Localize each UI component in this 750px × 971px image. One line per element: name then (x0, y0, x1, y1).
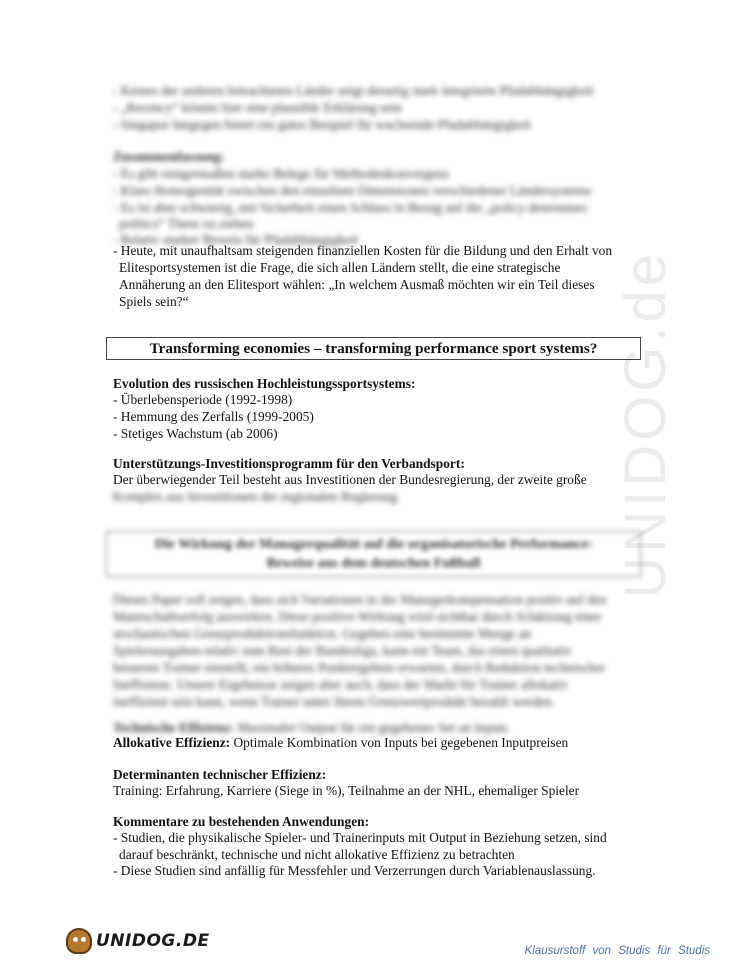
blurred-paragraph-line-1: Dieses Paper soll zeigen, dass sich Variationen in der Managerkompensation positiv auf den (113, 592, 607, 607)
russian-system-item-1: - Überlebensperiode (1992-1998) (113, 392, 293, 407)
summary-item-5-cont-3: Spiels sein?“ (119, 294, 189, 309)
blurred-paragraph-line-3: stochastischen Grenzproduktionsfunktion. Gegeben eine bestimmte Menge an (113, 626, 532, 641)
summary-item-5-cont-2: Annäherung an den Elitesport wählen: „In welchem Ausmaß möchten wir ein Teil dieses (119, 277, 595, 292)
comment-item-1-cont: darauf beschränkt, technische und nicht allokative Effizienz zu betrachten (119, 847, 515, 862)
unidog-logo[interactable] (66, 928, 210, 954)
russian-system-item-2: - Hemmung des Zerfalls (1999-2005) (113, 409, 314, 424)
blurred-bullet-1: - Keines der anderen betrachteten Länder zeigt derartig stark integrierte Pfadabhängigkeit (113, 83, 594, 98)
investment-text-blurred: Komplex aus Investitionen der regionalen Regierung. (113, 489, 401, 504)
blurred-title-box (106, 531, 641, 577)
allocative-efficiency-label: Allokative Effizienz: (113, 735, 231, 750)
footer-tagline: Klausurstoff von Studis für Studis (524, 945, 710, 957)
comments-heading: Kommentare zu bestehenden Anwendungen: (113, 814, 370, 829)
dog-mascot-icon (66, 928, 92, 954)
logo-text: UNIDOG.DE (96, 931, 210, 951)
technical-efficiency-text: Maximaler Output für ein gegebenes Set an Inputs (237, 720, 508, 735)
blurred-paragraph-line-2: Mannschaftserfolg auswirken. Diese positive Wirkung wird sichtbar durch Schätzung einer (113, 609, 602, 624)
investment-text: Der überwiegender Teil besteht aus Investitionen der Bundesregierung, der zweite große (113, 472, 587, 487)
summary-heading: Zusammenfassung: (113, 149, 225, 164)
watermark-text: UNIDOG.de (613, 250, 678, 599)
investment-heading: Unterstützungs-Investitionsprogramm für den Verbandsport: (113, 456, 465, 471)
summary-item-5-cont-1: Elitesportsystemen ist die Frage, die sich allen Ländern stellt, die eine strategische (119, 260, 561, 275)
comment-item-2: - Diese Studien sind anfällig für Messfehler und Verzerrungen durch Variablenauslassung. (113, 863, 596, 878)
allocative-efficiency-text: Optimale Kombination von Inputs bei gegebenen Inputpreisen (233, 735, 569, 750)
russian-system-heading: Evolution des russischen Hochleistungssportsystems: (113, 376, 416, 391)
blurred-bullet-3: - Singapur hingegen bietet ein gutes Beispiel für wachsende Pfadabhängigkeit (113, 117, 532, 132)
comment-item-1: - Studien, die physikalische Spieler- und Trainerinputs mit Output in Beziehung setzen, sind (113, 830, 607, 845)
section-title-box: Transforming economies – transforming performance sport systems? (106, 337, 641, 360)
summary-item-3-cont: politics“ These zu ziehen (119, 216, 254, 231)
summary-item-5: - Heute, mit unaufhaltsam steigenden finanziellen Kosten für die Bildung und den Erhalt von (113, 243, 613, 258)
summary-item-4: - Relativ starker Beweis für Pfadabhängigkeit (113, 232, 359, 247)
determinants-text: Training: Erfahrung, Karriere (Siege in %), Teilnahme an der NHL, ehemaliger Spieler (113, 783, 580, 798)
technical-efficiency-label: Technische Effizienz: (113, 720, 235, 735)
blurred-title-line-2: Beweise aus dem deutschen Fußball (266, 556, 481, 571)
blurred-paragraph-line-4: Spielerausgaben relativ zum Rest der Bundesliga, kann ein Team, das einen qualitativ (113, 643, 572, 658)
russian-system-item-3: - Stetiges Wachstum (ab 2006) (113, 426, 278, 441)
blurred-paragraph-line-7: ineffizient sein kann, wenn Trainer unter ihrem Grenzwertprodukt bezahlt werden. (113, 694, 555, 709)
summary-item-1: - Es gibt einigermaßen starke Belege für Methodenkonvergenz (113, 166, 450, 181)
blurred-bullet-2: - „Recency“ könnte hier eine plausible Erklärung sein (113, 100, 402, 115)
blurred-paragraph-line-6: Ineffizienz. Unsere Ergebnisse zeigen aber auch, dass der Markt für Trainer allokativ (113, 677, 568, 692)
allocative-efficiency-line (113, 734, 568, 751)
blurred-title-line-1: Die Wirkung der Managerqualität auf die organisatorische Performance: (154, 537, 593, 552)
summary-item-2: - Klare Homogenität zwischen den einzelnen Dimensionen verschiedener Ländersysteme (113, 183, 592, 198)
summary-item-3: - Es ist aber schwierig, mit Sicherheit einen Schluss in Bezug auf die „policy determines (113, 200, 588, 215)
determinants-heading: Determinanten technischer Effizienz: (113, 767, 327, 782)
blurred-paragraph-line-5: besseren Trainer einstellt, ein höheres Punktergebnis erwarten, durch Reduktion technischer (113, 660, 606, 675)
